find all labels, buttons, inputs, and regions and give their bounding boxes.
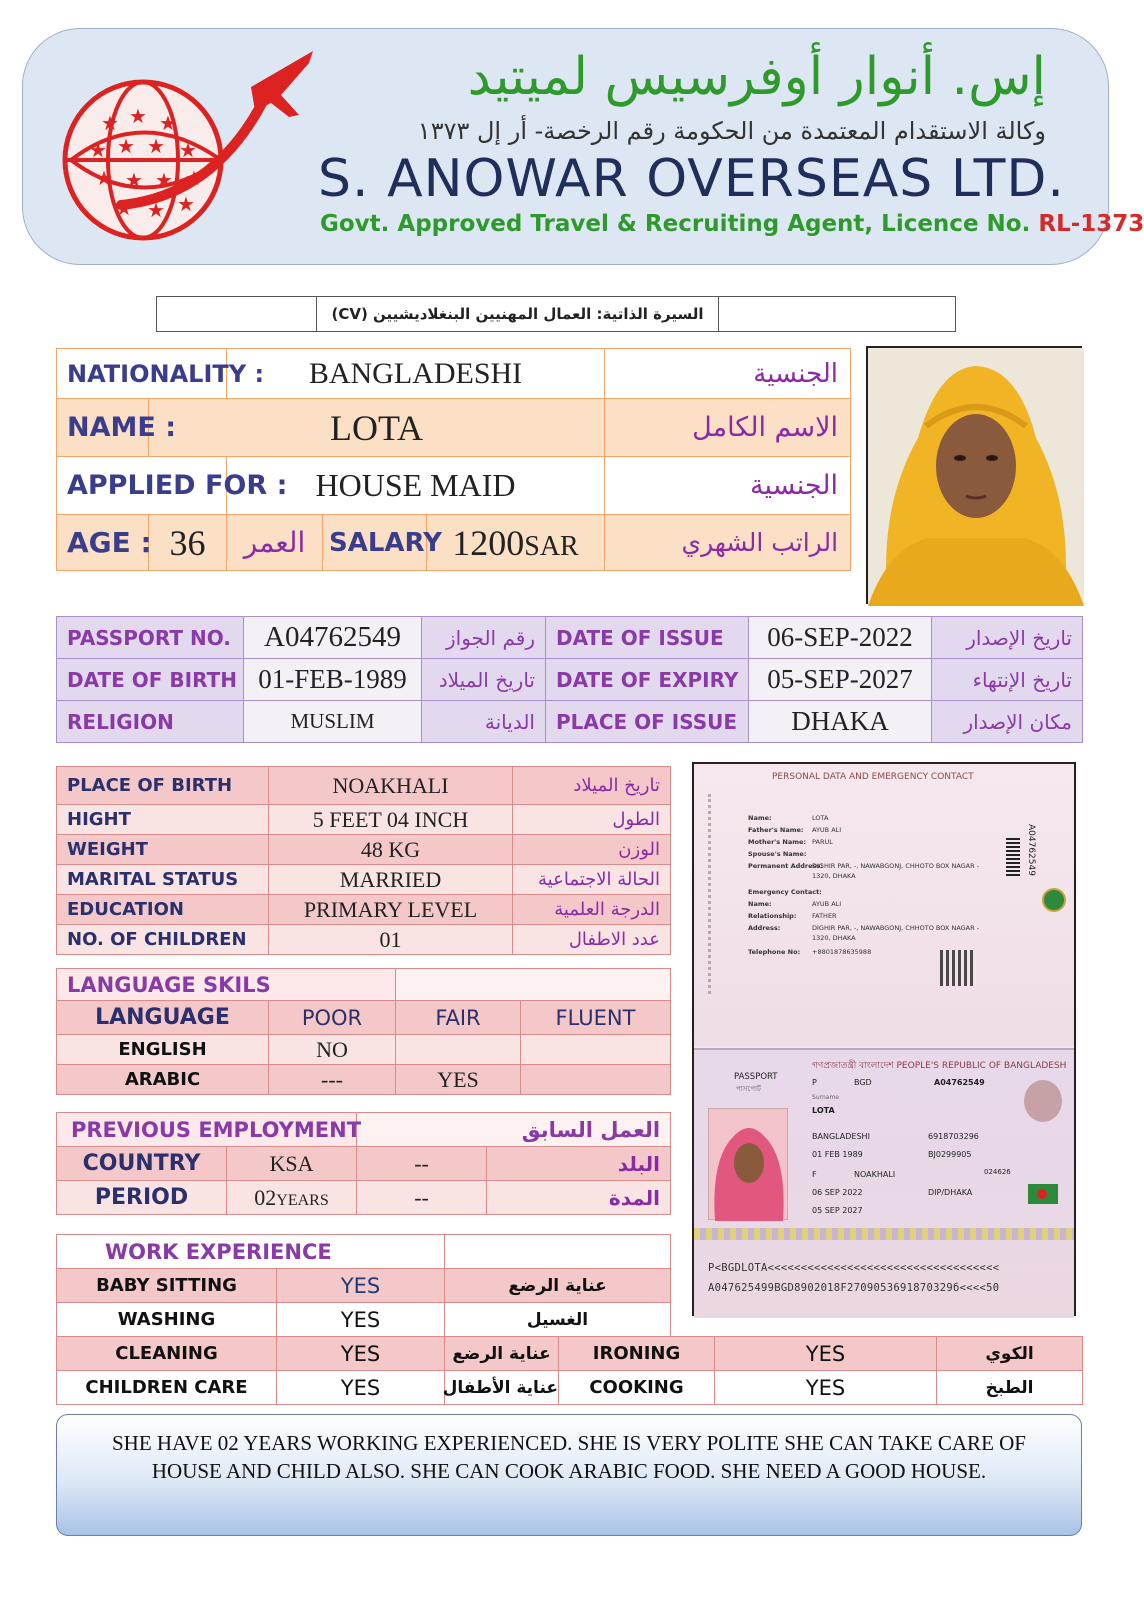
cooking-arabic: الطبخ — [937, 1371, 1083, 1405]
cv-title: السيرة الذاتية: العمال المهنيين البنغلاديشيين (CV) — [317, 297, 719, 331]
nationality-value: BANGLADESHI — [227, 349, 605, 399]
svg-text:★: ★ — [177, 194, 195, 216]
scan-passport-word-bn: পাসপোর্ট — [736, 1085, 761, 1093]
personal-value: 48 KG — [269, 835, 513, 865]
religion-value: MUSLIM — [244, 701, 422, 743]
previous-employment-title: PREVIOUS EMPLOYMENT — [57, 1113, 357, 1147]
cv-title-bar — [156, 296, 956, 332]
cleaning-value: YES — [277, 1337, 445, 1371]
svg-text:★: ★ — [159, 113, 177, 135]
personal-arabic: تاريخ الميلاد — [513, 767, 671, 805]
name-value: LOTA — [149, 399, 605, 457]
work-experience-title: WORK EXPERIENCE — [57, 1235, 445, 1269]
scan-sex: F — [812, 1170, 817, 1179]
personal-value: 5 FEET 04 INCH — [269, 805, 513, 835]
period-label: PERIOD — [57, 1181, 227, 1215]
scan-expiry: 05 SEP 2027 — [812, 1206, 863, 1215]
period-dash: -- — [357, 1181, 487, 1215]
personal-value: NOAKHALI — [269, 767, 513, 805]
personal-details-table — [56, 766, 671, 955]
language-skills-table — [56, 968, 671, 1095]
scan-heading: PERSONAL DATA AND EMERGENCY CONTACT — [772, 772, 974, 782]
svg-text:★: ★ — [101, 113, 119, 135]
basic-info-table — [56, 348, 851, 571]
work-experience-extra-table — [56, 1336, 1083, 1405]
passport-no-arabic: رقم الجواز — [422, 617, 546, 659]
country-dash: -- — [357, 1147, 487, 1181]
applied-for-arabic: الجنسية — [605, 457, 851, 515]
place-of-issue-label: PLACE OF ISSUE — [546, 701, 749, 743]
scan-passport-word: PASSPORT — [734, 1072, 778, 1082]
scan-field: Spouse's Name: — [748, 850, 807, 858]
expiry-date-label: DATE OF EXPIRY — [546, 659, 749, 701]
name-arabic: الاسم الكامل — [605, 399, 851, 457]
globe-airplane-logo — [51, 45, 321, 255]
scan-authority: DIP/DHAKA — [928, 1188, 973, 1197]
work-skill-arabic: عناية الرضع — [445, 1269, 671, 1303]
bangladesh-emblem-icon — [1042, 888, 1066, 912]
language-column-header: LANGUAGE — [57, 1001, 269, 1035]
ironing-arabic: الكوي — [937, 1337, 1083, 1371]
ironing-label: IRONING — [559, 1337, 715, 1371]
age-value: 36 — [149, 515, 227, 571]
children-care-arabic: عناية الأطفال — [445, 1371, 559, 1405]
scan-pob: NOAKHALI — [854, 1170, 896, 1179]
religion-arabic: الديانة — [422, 701, 546, 743]
applicant-photo — [866, 346, 1082, 604]
children-care-label: CHILDREN CARE — [57, 1371, 277, 1405]
personal-arabic: الحالة الاجتماعية — [513, 865, 671, 895]
passport-data-page — [694, 764, 1074, 1046]
age-arabic: العمر — [227, 515, 323, 571]
barcode-icon — [1006, 838, 1020, 878]
svg-text:★: ★ — [155, 170, 173, 192]
language-fluent — [521, 1065, 671, 1095]
personal-label: NO. OF CHILDREN — [57, 925, 269, 955]
passport-photo — [708, 1108, 788, 1220]
children-care-value: YES — [277, 1371, 445, 1405]
work-skill-value: YES — [277, 1269, 445, 1303]
name-label: NAME : — [57, 399, 149, 457]
company-name: S. ANOWAR OVERSEAS LTD. — [318, 149, 1065, 209]
svg-text:★: ★ — [179, 140, 197, 162]
scan-surname-label: Surname — [812, 1094, 839, 1101]
summary-note: SHE HAVE 02 YEARS WORKING EXPERIENCED. SHE IS VERY POLITE SHE CAN TAKE CARE OF HOUSE AND CHILD ALSO. SHE CAN COOK ARABIC FOOD. SHE NEED A GOOD HOUSE. — [56, 1414, 1082, 1536]
qr-code-icon — [940, 950, 976, 986]
personal-label: HIGHT — [57, 805, 269, 835]
issue-date-label: DATE OF ISSUE — [546, 617, 749, 659]
work-skill-label: WASHING — [57, 1303, 277, 1337]
nationality-label: NATIONALITY : — [57, 349, 227, 399]
age-label: AGE : — [57, 515, 149, 571]
scan-prev-no: BJ0299905 — [928, 1150, 972, 1159]
ghost-photo — [1024, 1080, 1062, 1122]
issue-date-arabic: تاريخ الإصدار — [932, 617, 1083, 659]
scan-field: Mother's Name: PARUL — [748, 838, 833, 846]
svg-text:★: ★ — [147, 200, 165, 222]
expiry-date-arabic: تاريخ الإنتهاء — [932, 659, 1083, 701]
scan-field: Emergency Contact: — [748, 888, 822, 896]
scan-issue: 06 SEP 2022 — [812, 1188, 863, 1197]
dob-arabic: تاريخ الميلاد — [422, 659, 546, 701]
work-skill-value: YES — [277, 1303, 445, 1337]
work-skill-arabic: الغسيل — [445, 1303, 671, 1337]
personal-label: PLACE OF BIRTH — [57, 767, 269, 805]
scan-field: 1320, DHAKA — [812, 872, 856, 880]
passport-no-label: PASSPORT NO. — [57, 617, 244, 659]
cleaning-arabic: عناية الرضع — [445, 1337, 559, 1371]
scan-number: A04762549 — [934, 1078, 985, 1087]
country-label: COUNTRY — [57, 1147, 227, 1181]
svg-text:★: ★ — [115, 198, 133, 220]
period-arabic: المدة — [487, 1181, 671, 1215]
perforation-marks — [708, 794, 726, 994]
applied-for-label: APPLIED FOR : — [57, 457, 227, 515]
scan-field: Relationship: FATHER — [748, 912, 837, 920]
svg-text:★: ★ — [129, 106, 147, 128]
scan-field: Address: DIGHIR PAR, -, NAWABGONJ, CHHOTO BOX NAGAR - — [748, 924, 980, 932]
personal-arabic: الوزن — [513, 835, 671, 865]
company-arabic-subtitle: وكالة الاستقدام المعتمدة من الحكومة رقم الرخصة- أر إل ١٣٧٣ — [417, 117, 1046, 145]
expiry-date-value: 05-SEP-2027 — [749, 659, 932, 701]
work-skill-label: BABY SITTING — [57, 1269, 277, 1303]
passport-scan — [692, 762, 1076, 1316]
applied-for-value: HOUSE MAID — [227, 457, 605, 515]
language-name: ENGLISH — [57, 1035, 269, 1065]
language-poor: NO — [269, 1035, 396, 1065]
svg-text:★: ★ — [125, 170, 143, 192]
security-strip — [694, 1228, 1074, 1240]
ironing-value: YES — [715, 1337, 937, 1371]
place-of-issue-arabic: مكان الإصدار — [932, 701, 1083, 743]
personal-value: MARRIED — [269, 865, 513, 895]
bangladesh-flag-icon — [1028, 1184, 1058, 1204]
country-value: KSA — [227, 1147, 357, 1181]
personal-arabic: عدد الاطفال — [513, 925, 671, 955]
company-tagline: Govt. Approved Travel & Recruiting Agent, Licence No. RL-1373 — [320, 211, 1144, 237]
scan-field: Name: AYUB ALI — [748, 900, 842, 908]
personal-label: EDUCATION — [57, 895, 269, 925]
scan-personal-no: 6918703296 — [928, 1132, 979, 1141]
fair-column-header: FAIR — [396, 1001, 521, 1035]
fluent-column-header: FLUENT — [521, 1001, 671, 1035]
cooking-label: COOKING — [559, 1371, 715, 1405]
svg-text:★: ★ — [89, 140, 107, 162]
svg-text:★: ★ — [185, 168, 203, 190]
place-of-issue-value: DHAKA — [749, 701, 932, 743]
scan-field: Telephone No: +8801878635988 — [748, 948, 872, 956]
scan-nationality: BANGLADESHI — [812, 1132, 870, 1141]
personal-arabic: الطول — [513, 805, 671, 835]
mrz-line-1: P<BGDLOTA<<<<<<<<<<<<<<<<<<<<<<<<<<<<<<<<<<< — [708, 1262, 1000, 1274]
religion-label: RELIGION — [57, 701, 244, 743]
svg-text:★: ★ — [147, 136, 165, 158]
mrz-line-2: A047625499BGD8902018F2709053691870329б<<<<50 — [708, 1282, 1000, 1294]
poor-column-header: POOR — [269, 1001, 396, 1035]
scan-side-number: A04762549 — [1026, 824, 1036, 876]
previous-employment-table — [56, 1112, 671, 1215]
company-header — [22, 28, 1144, 265]
period-value: 02YEARS — [227, 1181, 357, 1215]
language-fair — [396, 1035, 521, 1065]
dob-label: DATE OF BIRTH — [57, 659, 244, 701]
salary-label: SALARY — [323, 515, 427, 571]
salary-arabic: الراتب الشهري — [605, 515, 851, 571]
language-skills-title: LANGUAGE SKILS — [57, 969, 396, 1001]
country-arabic: البلد — [487, 1147, 671, 1181]
personal-label: MARITAL STATUS — [57, 865, 269, 895]
issue-date-value: 06-SEP-2022 — [749, 617, 932, 659]
scan-serial: 024626 — [984, 1168, 1011, 1176]
cooking-value: YES — [715, 1371, 937, 1405]
scan-field: Permanent Address:DIGHIR PAR, -, NAWABGONJ, CHHOTO BOX NAGAR - — [748, 862, 980, 870]
passport-photo-page — [694, 1048, 1074, 1318]
language-fair: YES — [396, 1065, 521, 1095]
scan-field: Name: LOTA — [748, 814, 829, 822]
scan-field: Father's Name: AYUB ALI — [748, 826, 842, 834]
personal-label: WEIGHT — [57, 835, 269, 865]
scan-given-name: LOTA — [812, 1106, 835, 1115]
scan-code: BGD — [854, 1078, 872, 1087]
language-name: ARABIC — [57, 1065, 269, 1095]
personal-arabic: الدرجة العلمية — [513, 895, 671, 925]
scan-country-line: গণপ্রজাতন্ত্রী বাংলাদেশ PEOPLE'S REPUBLIC OF BANGLADESH — [812, 1061, 1067, 1071]
passport-no-value: A04762549 — [244, 617, 422, 659]
language-fluent — [521, 1035, 671, 1065]
scan-type: P — [812, 1078, 817, 1087]
passport-details-table — [56, 616, 1083, 743]
work-experience-table — [56, 1234, 671, 1337]
scan-dob: 01 FEB 1989 — [812, 1150, 863, 1159]
language-poor: --- — [269, 1065, 396, 1095]
svg-text:★: ★ — [95, 168, 113, 190]
previous-employment-arabic: العمل السابق — [357, 1113, 671, 1147]
scan-field: 1320, DHAKA — [812, 934, 856, 942]
personal-value: PRIMARY LEVEL — [269, 895, 513, 925]
licence-number: RL-1373 — [1038, 211, 1144, 237]
nationality-arabic: الجنسية — [605, 349, 851, 399]
dob-value: 01-FEB-1989 — [244, 659, 422, 701]
personal-value: 01 — [269, 925, 513, 955]
cleaning-label: CLEANING — [57, 1337, 277, 1371]
svg-text:★: ★ — [117, 136, 135, 158]
company-arabic-name: إس. أنوار أوفرسيس لميتيد — [467, 47, 1046, 107]
salary-value: 1200SAR — [427, 515, 605, 571]
